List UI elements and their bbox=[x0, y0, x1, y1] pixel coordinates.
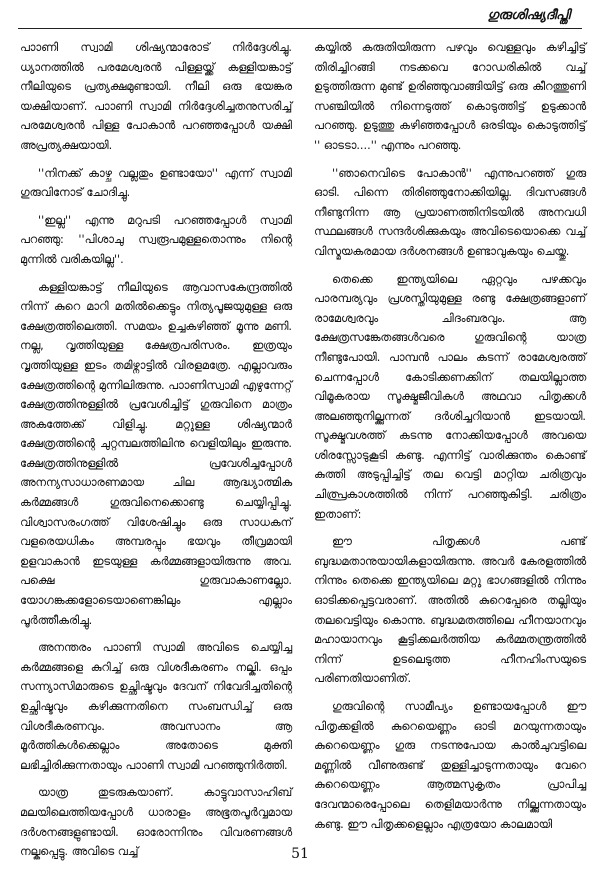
running-header: ഗുരുശിഷ്യദീപ്തി bbox=[487, 8, 570, 23]
paragraph: യാത്ര തുടരുകയാണ്. കാട്ടുവാസാഹിബ് മലയിലെത്തിയപ്പോൾ ധാരാളം അഭൂതപൂർവ്വമായ ദർശനങ്ങളുണ്ടായി. ഓരോന്നിനും വിവരണങ്ങൾ നല്കപ്പെട്ടു. അവിടെ വച്ച് bbox=[20, 786, 292, 859]
page-number: 51 bbox=[291, 846, 309, 862]
paragraph: അനന്തരം പാാണി സ്വാമി അവിടെ ചെയ്യിച്ച കർമ്മങ്ങളെ കുറിച്ച് ഒരു വിശദീകരണം നല്കി. ഒപ്പം സന്ന്യാസിമാരുടെ ഉച്ഛിഷ്ടവും ദേവന് നിവേദിച്ചതിന്റെ ഉച്ഛിഷ്ടവും കഴിക്കുന്നതിനെ സംബന്ധിച്ച് ഒരു വിശദീകരണവും. അവസാനം ആ മൂർത്തികൾക്കെല്ലാം അതോടെ മുക്തി ലഭിച്ചിരിക്കുന്നതായും പാാണി സ്വാമി പറഞ്ഞുനിർത്തി. bbox=[20, 641, 292, 772]
paragraph: പാാണി സ്വാമി ശിഷ്യന്മാരോട് നിർദ്ദേശിച്ചു. ധ്യാനത്തിൽ പരമേശ്വരൻ പിള്ളയ്ക്ക് കള്ളിയങ്കാട്ട് നീലിയുടെ പ്രത്യക്ഷമുണ്ടായി. നീലി ഒരു ഭയങ്കര യക്ഷിയാണ്. പാാണി സ്വാമി നിർദ്ദേശിച്ചതനുസരിച്ച് പരമേശ്വരൻ പിള്ള പോകാൻ പറഞ്ഞപ്പോൾ യക്ഷി അപ്രത്യക്ഷയായി. bbox=[20, 41, 292, 152]
paragraph: തെക്കെ ഇന്ത്യയിലെ ഏറ്റവും പഴക്കവും പാരമ്പര്യവും പ്രശസ്തിയുമുള്ള രണ്ടു ക്ഷേത്രങ്ങളാണ് രാമേശ്വരവും ചിദംബരവും. ആ ക്ഷേത്രസങ്കേതങ്ങൾവരെ ഗുരുവിന്റെ യാത്ര നീണ്ടുപോയി. പാമ്പൻ പാലം കടന്ന് രാമേശ്വരത്ത് ചെന്നപ്പോൾ കോടിക്കണക്കിന് തലയില്ലാത്ത വിമൂകരായ സൂക്ഷ്മജീവികൾ അഥവാ പിതൃക്കൾ അലഞ്ഞുനില്ക്കുന്നത് ദർശിച്ചറിയാൻ ഇടയായി. സൂക്ഷ്മവശത്ത് കടന്നു നോക്കിയപ്പോൾ അവയെ ശിരസ്സോടുകൂടി കണ്ടു. എന്നിട്ട് വാരിക്കുന്തം കൊണ്ട് കുത്തി അടുപ്പിച്ചിട്ട് തല വെട്ടി മാറ്റിയ ചരിത്രവും ചിത്പ്രകാശത്തിൽ നിന്ന് പറഞ്ഞുകിട്ടി. ചരിത്രം ഇതാണ്: bbox=[314, 272, 586, 521]
header-rule bbox=[18, 28, 582, 29]
paragraph: കള്ളിയങ്കാട്ട് നീലിയുടെ ആവാസകേന്ദ്രത്തിൽ നിന്ന് കുറെ മാറി മതിൽക്കെട്ടും നിത്യപൂജയുമുള്ള ഒരു ക്ഷേത്രത്തിലെത്തി. സമയം ഉച്ചകഴിഞ്ഞ് മൂന്നു മണി. നല്ല, വൃത്തിയുള്ള ക്ഷേത്രപരിസരം. ഇത്രയും വൃത്തിയുള്ള ഇടം തമിഴ്നാട്ടിൽ വിരളമത്രേ. എല്ലാവരും ക്ഷേത്രത്തിന്റെ മുന്നിലിരുന്നു. പാാണിസ്വാമി എഴുന്നേറ്റ് ക്ഷേത്രത്തിനുള്ളിൽ പ്രവേശിച്ചിട്ട് ഗുരുവിനെ മാത്രം അകത്തേക്ക് വിളിച്ചു. മറ്റുള്ള ശിഷ്യന്മാർ ക്ഷേത്രത്തിന്റെ ചുറ്റമ്പലത്തിലിനു വെളിയിലും ഇരുന്നു. ക്ഷേത്രത്തിനുള്ളിൽ പ്രവേശിച്ചപ്പോൾ അനന്യസാധാരണമായ ചില ആദ്ധ്യാത്മിക കർമ്മങ്ങൾ ഗുരുവിനെക്കൊണ്ടു ചെയ്യിപ്പിച്ചു. വിശ്വാസരംഗത്ത് വിശേഷിച്ചും ഒരു സാധകന് വളരെയധികം അമ്പരപ്പും ഭയവും തീവ്രമായി ഉളവാകാൻ ഇടയുള്ള കർമ്മങ്ങളായിരുന്നു അവ. പക്ഷെ ഗുരുവാകാണല്ലോ. യോഗങ്കക്കളോടെയാണെങ്കിലും എല്ലാം പൂർത്തീകരിച്ചു. bbox=[20, 280, 292, 627]
paragraph: ''നിനക്ക് കാഴ്ച വല്ലതും ഉണ്ടായോ'' എന്ന് സ്വാമി ഗുരുവിനോട് ചോദിച്ചു. bbox=[20, 166, 292, 200]
paragraph: ഗുരുവിന്റെ സാമീപ്യം ഉണ്ടായപ്പോൾ ഈ പിതൃക്കളിൽ കുറെയെണ്ണം ഓടി മറയുന്നതായും കുറെയെണ്ണം ഗുരു നടന്നുപോയ കാൽചുവട്ടിലെ മണ്ണിൽ വീണുരുണ്ട് തുള്ളിച്ചാടുന്നതായും വേറെ കുറെയെണ്ണം ആത്മസുകൃതം പ്രാപിച്ച ദേവന്മാരെപ്പോലെ തെളിമയാർന്നു നില്ക്കുന്നതായും കണ്ടു. ഈ പിതൃക്കളെല്ലാം എത്രയോ കാലമായി bbox=[314, 700, 586, 831]
left-column bbox=[20, 38, 292, 870]
paragraph: ഈ പിതൃക്കൾ പണ്ട് ബുദ്ധമതാനുയായികളായിരുന്നു. അവർ കേരളത്തിൽ നിന്നും തെക്കെ ഇന്ത്യയിലെ മറ്റു ഭാഗങ്ങളിൽ നിന്നും ഓടിക്കപ്പെട്ടവരാണ്. അതിൽ കുറെപ്പേരെ തല്ലിയും തലവെട്ടിയും കൊന്നു. ബുദ്ധമതത്തിലെ ഹീനയാനവും മഹായാനവും കൂട്ടിക്കലർത്തിയ കർമ്മതന്ത്രത്തിൽ നിന്ന് ഉടലെടുത്ത ഹീനഹിംസയുടെ പരിണതിയാണിത്. bbox=[314, 535, 586, 686]
paragraph: ''ഞാനെവിടെ പോകാൻ'' എന്നുപറഞ്ഞ് ഗുരു ഓടി. പിന്നെ തിരിഞ്ഞുനോക്കിയില്ല. ദിവസങ്ങൾ നീണ്ടുനിന്ന ആ പ്രയാണത്തിനിടയിൽ അനവധി സ്ഥലങ്ങൾ സന്ദർശിക്കുകയും അവിടെയൊക്കെ വച്ച് വിസ്മയകരമായ ദർശനങ്ങൾ ഉണ്ടാവുകയും ചെയ്തു. bbox=[314, 166, 586, 258]
paragraph: കയ്യിൽ കരുതിയിരുന്ന പഴവും വെള്ളവും കഴിച്ചിട്ട് തിരിച്ചിറങ്ങി നടക്കവെ റോഡരികിൽ വച്ച് ഉടുത്തിരുന്ന മുണ്ട് ഉരിഞ്ഞുവാങ്ങിയിട്ട് ഒരു കീറത്തുണി സഞ്ചിയിൽ നിന്നെടുത്ത് കൊടുത്തിട്ട് ഉടുക്കാൻ പറഞ്ഞു. ഉടുത്തു കഴിഞ്ഞപ്പോൾ ഒരടിയും കൊടുത്തിട്ട് '' ഓടടാ....'' എന്നും പറഞ്ഞു. bbox=[314, 41, 586, 152]
right-column bbox=[314, 38, 586, 842]
paragraph: ''ഇല്ല'' എന്നു മറുപടി പറഞ്ഞപ്പോൾ സ്വാമി പറഞ്ഞു: ''പിശാചു സ്വരൂപമുള്ളതൊന്നും നിന്റെ മുന്നിൽ വരികയില്ല''. bbox=[20, 213, 292, 266]
